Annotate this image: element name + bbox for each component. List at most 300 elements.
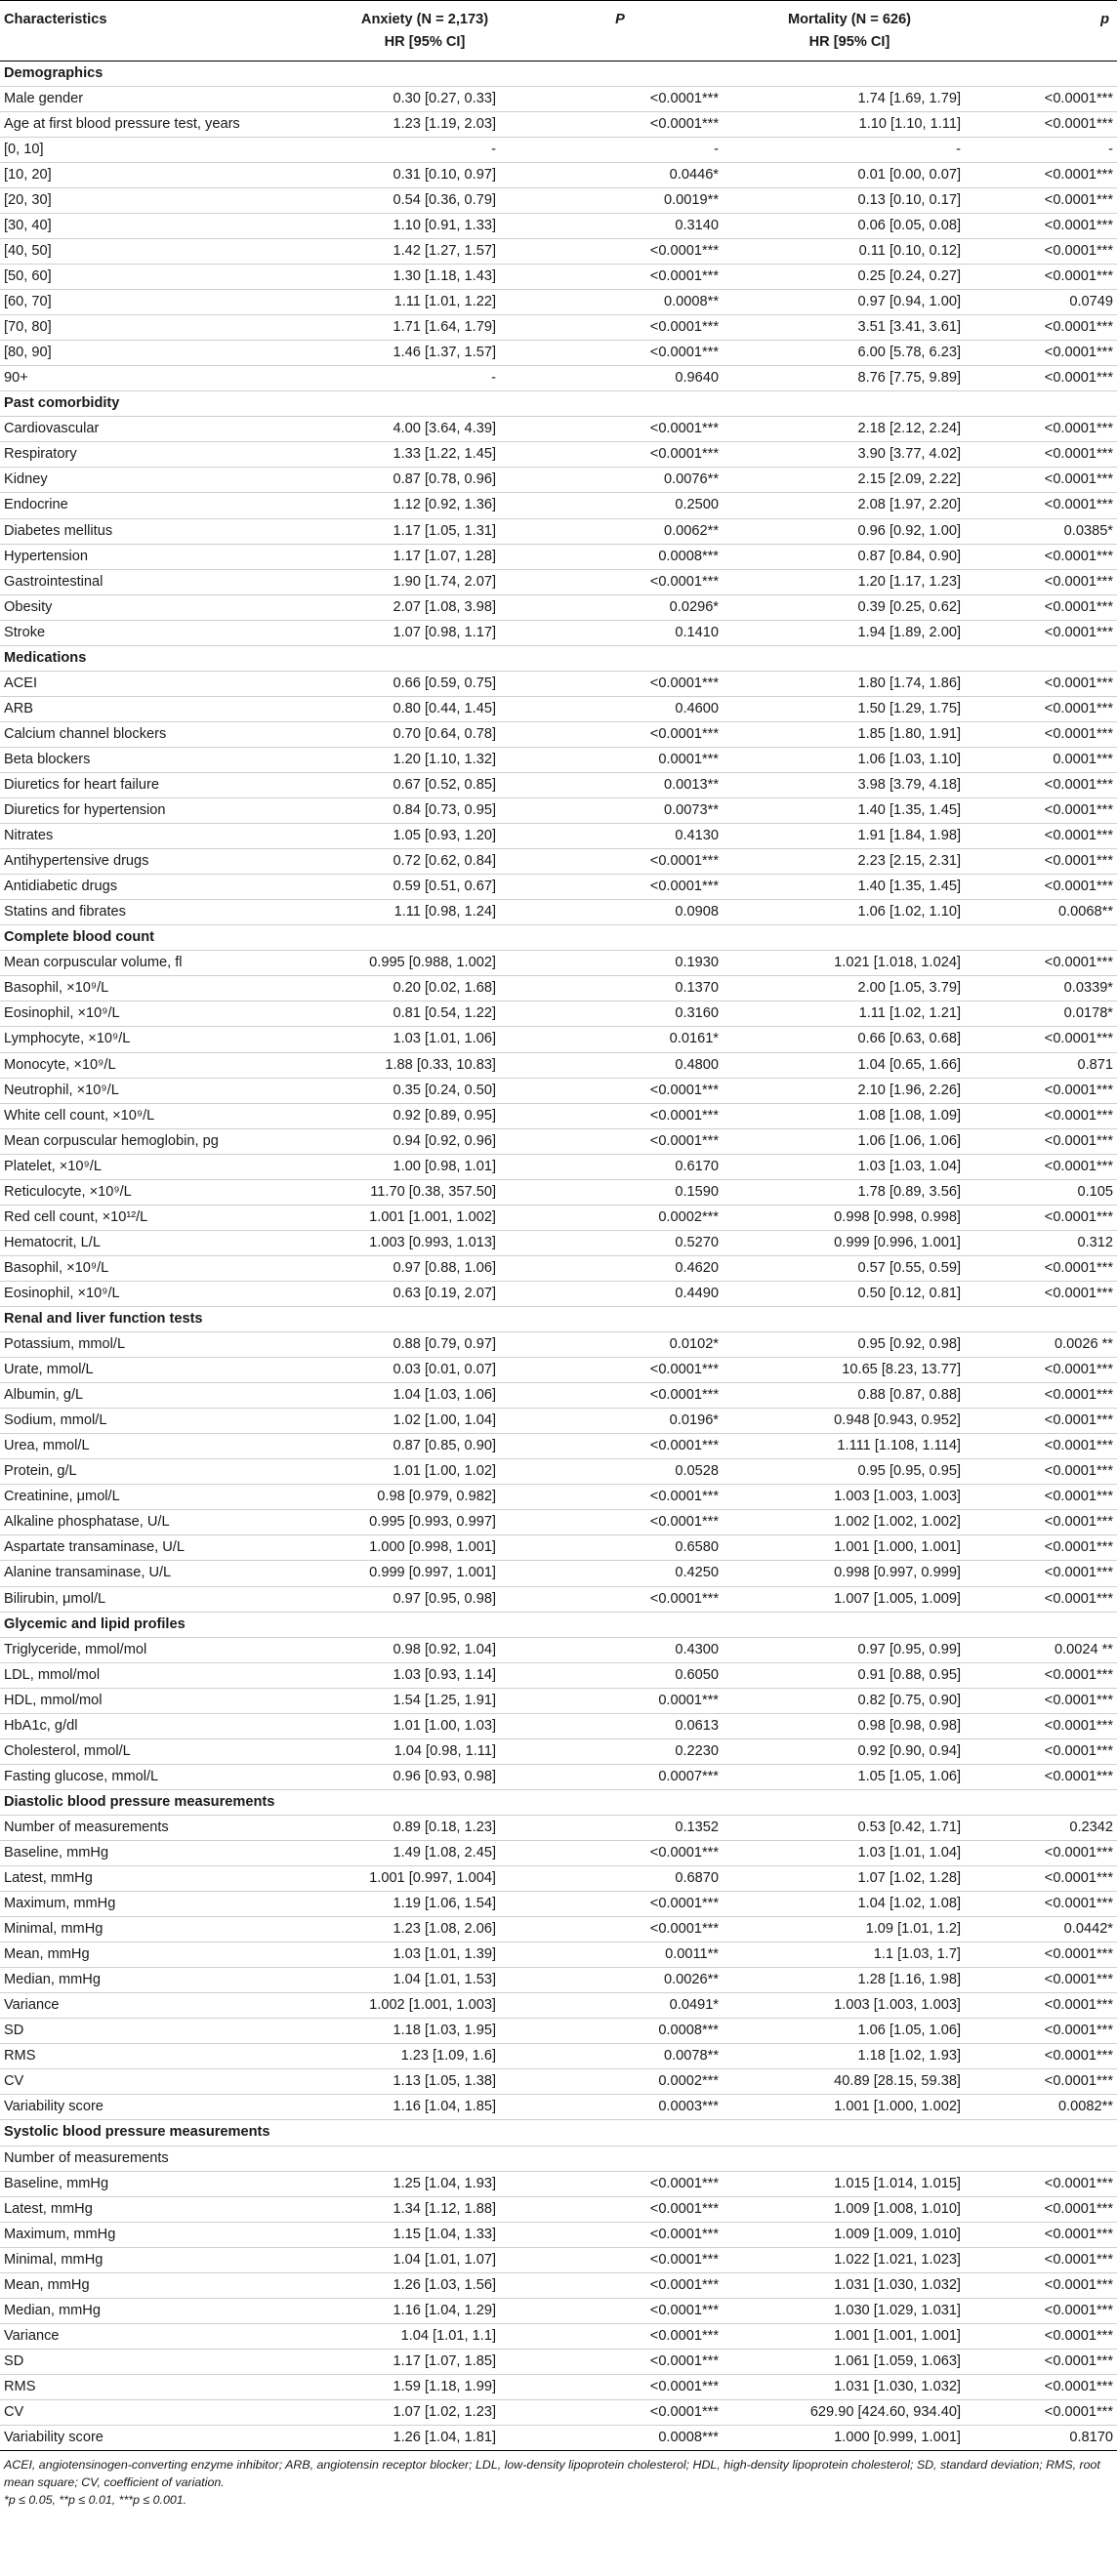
section-title: Complete blood count	[0, 925, 1117, 951]
mortality-hr-cell: 1.10 [1.10, 1.11]	[723, 111, 976, 137]
mortality-hr-cell: 0.25 [0.24, 0.27]	[723, 265, 976, 290]
anxiety-p-cell: <0.0001***	[517, 2374, 723, 2399]
mortality-hr-cell: 0.06 [0.05, 0.08]	[723, 213, 976, 238]
characteristic-cell: Diabetes mellitus	[0, 518, 332, 544]
anxiety-hr-cell: 1.71 [1.64, 1.79]	[332, 315, 517, 341]
mortality-p-cell: <0.0001***	[976, 2272, 1117, 2298]
mortality-p-cell: <0.0001***	[976, 1535, 1117, 1561]
mortality-p-cell: <0.0001***	[976, 2196, 1117, 2222]
characteristic-cell: Variance	[0, 2323, 332, 2349]
anxiety-p-cell: 0.0102*	[517, 1332, 723, 1358]
anxiety-p-cell: 0.0491*	[517, 1993, 723, 2019]
anxiety-hr-cell: 1.04 [1.01, 1.07]	[332, 2247, 517, 2272]
anxiety-p-cell: <0.0001***	[517, 1892, 723, 1917]
table-row	[0, 111, 1117, 137]
characteristic-cell: Fasting glucose, mmol/L	[0, 1764, 332, 1789]
anxiety-hr-cell: 1.20 [1.10, 1.32]	[332, 747, 517, 772]
characteristic-cell: Mean corpuscular hemoglobin, pg	[0, 1128, 332, 1154]
mortality-hr-cell: 40.89 [28.15, 59.38]	[723, 2069, 976, 2095]
table-row	[0, 315, 1117, 341]
table-footnote	[0, 2451, 1117, 2510]
anxiety-p-cell: 0.0076**	[517, 468, 723, 493]
anxiety-p-cell: <0.0001***	[517, 1917, 723, 1942]
anxiety-p-cell: <0.0001***	[517, 86, 723, 111]
characteristic-cell: Baseline, mmHg	[0, 2171, 332, 2196]
characteristic-cell: Reticulocyte, ×10⁹/L	[0, 1179, 332, 1205]
mortality-hr-cell: 1.28 [1.16, 1.98]	[723, 1968, 976, 1993]
characteristic-cell: Mean corpuscular volume, fl	[0, 951, 332, 976]
anxiety-hr-cell: 1.34 [1.12, 1.88]	[332, 2196, 517, 2222]
anxiety-hr-cell: 1.49 [1.08, 2.45]	[332, 1840, 517, 1865]
table-row	[0, 1535, 1117, 1561]
section-title: Past comorbidity	[0, 391, 1117, 417]
anxiety-p-cell: 0.0062**	[517, 518, 723, 544]
table-row	[0, 1434, 1117, 1459]
mortality-p-cell: <0.0001***	[976, 1103, 1117, 1128]
table-row	[0, 1255, 1117, 1281]
mortality-hr-cell: 1.009 [1.008, 1.010]	[723, 2196, 976, 2222]
anxiety-p-cell: <0.0001***	[517, 315, 723, 341]
anxiety-hr-cell: 4.00 [3.64, 4.39]	[332, 417, 517, 442]
characteristic-cell: Statins and fibrates	[0, 900, 332, 925]
anxiety-p-cell: -	[517, 137, 723, 162]
table-row	[0, 594, 1117, 620]
anxiety-p-cell: 0.0002***	[517, 2069, 723, 2095]
mortality-p-cell: <0.0001***	[976, 594, 1117, 620]
mortality-hr-cell: 1.001 [1.000, 1.002]	[723, 2095, 976, 2120]
anxiety-hr-cell: 11.70 [0.38, 357.50]	[332, 1179, 517, 1205]
mortality-hr-cell: 0.91 [0.88, 0.95]	[723, 1662, 976, 1688]
mortality-hr-cell: 1.030 [1.029, 1.031]	[723, 2298, 976, 2323]
mortality-p-cell: -	[976, 137, 1117, 162]
anxiety-p-cell: <0.0001***	[517, 1383, 723, 1409]
mortality-hr-cell: 1.11 [1.02, 1.21]	[723, 1002, 976, 1027]
mortality-p-cell: <0.0001***	[976, 2298, 1117, 2323]
mortality-p-cell: <0.0001***	[976, 2222, 1117, 2247]
anxiety-hr-cell: 0.97 [0.88, 1.06]	[332, 1255, 517, 1281]
table-row	[0, 1713, 1117, 1738]
anxiety-p-cell: <0.0001***	[517, 1586, 723, 1612]
characteristic-cell: Sodium, mmol/L	[0, 1409, 332, 1434]
header-anxiety-title: Anxiety (N = 2,173)	[360, 12, 489, 27]
characteristic-cell: Beta blockers	[0, 747, 332, 772]
anxiety-p-cell: <0.0001***	[517, 111, 723, 137]
mortality-p-cell: <0.0001***	[976, 1738, 1117, 1764]
characteristic-cell: 90+	[0, 366, 332, 391]
anxiety-p-cell: 0.0613	[517, 1713, 723, 1738]
anxiety-p-cell: 0.0296*	[517, 594, 723, 620]
table-row	[0, 1866, 1117, 1892]
anxiety-hr-cell: 1.23 [1.19, 2.03]	[332, 111, 517, 137]
anxiety-hr-cell: 2.07 [1.08, 3.98]	[332, 594, 517, 620]
mortality-p-cell: 0.0068**	[976, 900, 1117, 925]
mortality-hr-cell: 1.015 [1.014, 1.015]	[723, 2171, 976, 2196]
mortality-hr-cell: 1.001 [1.000, 1.001]	[723, 1535, 976, 1561]
mortality-hr-cell: 1.03 [1.03, 1.04]	[723, 1154, 976, 1179]
anxiety-p-cell: 0.0002***	[517, 1205, 723, 1230]
mortality-p-cell: <0.0001***	[976, 2349, 1117, 2374]
anxiety-p-cell: 0.0011**	[517, 1942, 723, 1968]
section-header-row	[0, 1612, 1117, 1637]
characteristic-cell: [40, 50]	[0, 239, 332, 265]
table-row	[0, 213, 1117, 238]
mortality-p-cell: <0.0001***	[976, 417, 1117, 442]
mortality-p-cell: <0.0001***	[976, 1205, 1117, 1230]
characteristic-cell: Eosinophil, ×10⁹/L	[0, 1281, 332, 1306]
mortality-hr-cell: 1.003 [1.003, 1.003]	[723, 1485, 976, 1510]
section-header-row	[0, 61, 1117, 86]
section-title: Systolic blood pressure measurements	[0, 2120, 1117, 2146]
anxiety-hr-cell: 1.10 [0.91, 1.33]	[332, 213, 517, 238]
characteristic-cell: Neutrophil, ×10⁹/L	[0, 1078, 332, 1103]
characteristic-cell: Basophil, ×10⁹/L	[0, 976, 332, 1002]
anxiety-hr-cell: 0.995 [0.988, 1.002]	[332, 951, 517, 976]
mortality-p-cell: <0.0001***	[976, 824, 1117, 849]
mortality-p-cell: <0.0001***	[976, 696, 1117, 721]
mortality-p-cell: <0.0001***	[976, 1561, 1117, 1586]
characteristic-cell: Baseline, mmHg	[0, 1840, 332, 1865]
anxiety-hr-cell: 1.01 [1.00, 1.03]	[332, 1713, 517, 1738]
mortality-p-cell: 0.0749	[976, 290, 1117, 315]
anxiety-p-cell: 0.5270	[517, 1230, 723, 1255]
anxiety-p-cell: 0.0008***	[517, 2426, 723, 2451]
table-row	[0, 2146, 1117, 2171]
anxiety-p-cell: 0.0001***	[517, 1688, 723, 1713]
table-row	[0, 951, 1117, 976]
mortality-p-cell: <0.0001***	[976, 341, 1117, 366]
mortality-p-cell: <0.0001***	[976, 1840, 1117, 1865]
table-row	[0, 747, 1117, 772]
mortality-p-cell: <0.0001***	[976, 1078, 1117, 1103]
mortality-p-cell: <0.0001***	[976, 1764, 1117, 1789]
anxiety-p-cell: 0.4620	[517, 1255, 723, 1281]
mortality-hr-cell: 1.009 [1.009, 1.010]	[723, 2222, 976, 2247]
anxiety-hr-cell: 1.18 [1.03, 1.95]	[332, 2019, 517, 2044]
mortality-p-cell: <0.0001***	[976, 366, 1117, 391]
mortality-hr-cell: 1.002 [1.002, 1.002]	[723, 1510, 976, 1535]
anxiety-hr-cell: 1.16 [1.04, 1.29]	[332, 2298, 517, 2323]
anxiety-hr-cell: -	[332, 137, 517, 162]
anxiety-hr-cell: 1.03 [0.93, 1.14]	[332, 1662, 517, 1688]
mortality-hr-cell: 1.06 [1.03, 1.10]	[723, 747, 976, 772]
characteristic-cell: Bilirubin, μmol/L	[0, 1586, 332, 1612]
mortality-hr-cell: 2.18 [2.12, 2.24]	[723, 417, 976, 442]
characteristic-cell: RMS	[0, 2044, 332, 2069]
anxiety-p-cell: <0.0001***	[517, 1485, 723, 1510]
anxiety-hr-cell: 0.92 [0.89, 0.95]	[332, 1103, 517, 1128]
anxiety-p-cell: <0.0001***	[517, 671, 723, 696]
anxiety-hr-cell: 0.54 [0.36, 0.79]	[332, 187, 517, 213]
anxiety-p-cell: 0.0078**	[517, 2044, 723, 2069]
anxiety-p-cell: <0.0001***	[517, 1103, 723, 1128]
mortality-hr-cell: 3.90 [3.77, 4.02]	[723, 442, 976, 468]
table-row	[0, 1002, 1117, 1027]
mortality-hr-cell: 2.10 [1.96, 2.26]	[723, 1078, 976, 1103]
mortality-hr-cell: -	[723, 137, 976, 162]
table-row	[0, 1459, 1117, 1485]
mortality-p-cell: <0.0001***	[976, 951, 1117, 976]
anxiety-hr-cell: 1.23 [1.09, 1.6]	[332, 2044, 517, 2069]
mortality-p-cell: <0.0001***	[976, 1128, 1117, 1154]
mortality-hr-cell: 0.57 [0.55, 0.59]	[723, 1255, 976, 1281]
mortality-p-cell: <0.0001***	[976, 875, 1117, 900]
characteristic-cell: Red cell count, ×10¹²/L	[0, 1205, 332, 1230]
section-header-row	[0, 391, 1117, 417]
mortality-hr-cell: 0.999 [0.996, 1.001]	[723, 1230, 976, 1255]
characteristic-cell: Potassium, mmol/L	[0, 1332, 332, 1358]
mortality-hr-cell: 1.07 [1.02, 1.28]	[723, 1866, 976, 1892]
anxiety-p-cell: <0.0001***	[517, 239, 723, 265]
mortality-hr-cell: 0.39 [0.25, 0.62]	[723, 594, 976, 620]
anxiety-p-cell: <0.0001***	[517, 1128, 723, 1154]
anxiety-p-cell: 0.0008***	[517, 544, 723, 569]
characteristic-cell: Latest, mmHg	[0, 2196, 332, 2222]
anxiety-p-cell: <0.0001***	[517, 341, 723, 366]
table-row	[0, 2323, 1117, 2349]
table-row	[0, 2426, 1117, 2451]
table-row	[0, 1815, 1117, 1840]
anxiety-p-cell: <0.0001***	[517, 2196, 723, 2222]
anxiety-hr-cell: 0.72 [0.62, 0.84]	[332, 849, 517, 875]
table-row	[0, 900, 1117, 925]
mortality-hr-cell: 10.65 [8.23, 13.77]	[723, 1358, 976, 1383]
table-row	[0, 2171, 1117, 2196]
anxiety-hr-cell: 1.04 [1.01, 1.53]	[332, 1968, 517, 1993]
mortality-hr-cell	[723, 2146, 976, 2171]
mortality-p-cell: <0.0001***	[976, 1688, 1117, 1713]
table-row	[0, 824, 1117, 849]
table-row	[0, 1968, 1117, 1993]
mortality-p-cell: <0.0001***	[976, 1586, 1117, 1612]
anxiety-hr-cell: 1.11 [1.01, 1.22]	[332, 290, 517, 315]
header-characteristics: Characteristics	[0, 1, 332, 61]
anxiety-hr-cell: 0.98 [0.92, 1.04]	[332, 1637, 517, 1662]
anxiety-p-cell	[517, 2146, 723, 2171]
mortality-hr-cell: 1.40 [1.35, 1.45]	[723, 798, 976, 824]
table-row	[0, 544, 1117, 569]
mortality-p-cell: <0.0001***	[976, 1968, 1117, 1993]
anxiety-p-cell: 0.0001***	[517, 747, 723, 772]
table-row	[0, 2044, 1117, 2069]
mortality-hr-cell: 2.15 [2.09, 2.22]	[723, 468, 976, 493]
mortality-hr-cell: 0.82 [0.75, 0.90]	[723, 1688, 976, 1713]
characteristic-cell: CV	[0, 2069, 332, 2095]
mortality-p-cell: <0.0001***	[976, 620, 1117, 645]
anxiety-hr-cell: 1.26 [1.03, 1.56]	[332, 2272, 517, 2298]
anxiety-hr-cell: 1.04 [0.98, 1.11]	[332, 1738, 517, 1764]
mortality-p-cell: 0.0001***	[976, 747, 1117, 772]
table-row	[0, 1027, 1117, 1052]
mortality-p-cell: <0.0001***	[976, 1993, 1117, 2019]
anxiety-hr-cell: 0.995 [0.993, 0.997]	[332, 1510, 517, 1535]
characteristic-cell: ARB	[0, 696, 332, 721]
table-row	[0, 1103, 1117, 1128]
mortality-p-cell: <0.0001***	[976, 721, 1117, 747]
characteristic-cell: HbA1c, g/dl	[0, 1713, 332, 1738]
table-row	[0, 493, 1117, 518]
mortality-hr-cell: 1.04 [0.65, 1.66]	[723, 1052, 976, 1078]
anxiety-hr-cell: 1.11 [0.98, 1.24]	[332, 900, 517, 925]
anxiety-hr-cell: 0.63 [0.19, 2.07]	[332, 1281, 517, 1306]
mortality-p-cell: <0.0001***	[976, 187, 1117, 213]
characteristic-cell: Latest, mmHg	[0, 1866, 332, 1892]
anxiety-p-cell: 0.0161*	[517, 1027, 723, 1052]
characteristic-cell: Diuretics for hypertension	[0, 798, 332, 824]
characteristic-cell: Endocrine	[0, 493, 332, 518]
anxiety-p-cell: 0.1410	[517, 620, 723, 645]
mortality-p-cell: 0.0385*	[976, 518, 1117, 544]
section-header-row	[0, 1306, 1117, 1331]
anxiety-p-cell: 0.0003***	[517, 2095, 723, 2120]
anxiety-hr-cell	[332, 2146, 517, 2171]
table-row	[0, 2272, 1117, 2298]
characteristic-cell: Minimal, mmHg	[0, 1917, 332, 1942]
mortality-p-cell: <0.0001***	[976, 2069, 1117, 2095]
table-row	[0, 1688, 1117, 1713]
anxiety-p-cell: 0.0008***	[517, 2019, 723, 2044]
table-row	[0, 849, 1117, 875]
mortality-p-cell: 0.0442*	[976, 1917, 1117, 1942]
table-row	[0, 2069, 1117, 2095]
anxiety-p-cell: <0.0001***	[517, 721, 723, 747]
anxiety-hr-cell: 1.19 [1.06, 1.54]	[332, 1892, 517, 1917]
table-row	[0, 773, 1117, 798]
anxiety-p-cell: 0.0073**	[517, 798, 723, 824]
mortality-hr-cell: 1.08 [1.08, 1.09]	[723, 1103, 976, 1128]
anxiety-hr-cell: 1.59 [1.18, 1.99]	[332, 2374, 517, 2399]
anxiety-hr-cell: 0.20 [0.02, 1.68]	[332, 976, 517, 1002]
anxiety-hr-cell: 1.17 [1.07, 1.28]	[332, 544, 517, 569]
anxiety-hr-cell: 1.03 [1.01, 1.39]	[332, 1942, 517, 1968]
characteristic-cell: Diuretics for heart failure	[0, 773, 332, 798]
anxiety-p-cell: <0.0001***	[517, 2272, 723, 2298]
mortality-hr-cell: 1.20 [1.17, 1.23]	[723, 569, 976, 594]
anxiety-hr-cell: 1.001 [0.997, 1.004]	[332, 1866, 517, 1892]
anxiety-p-cell: 0.1930	[517, 951, 723, 976]
mortality-hr-cell: 0.53 [0.42, 1.71]	[723, 1815, 976, 1840]
characteristic-cell: [50, 60]	[0, 265, 332, 290]
anxiety-p-cell: <0.0001***	[517, 875, 723, 900]
characteristic-cell: Eosinophil, ×10⁹/L	[0, 1002, 332, 1027]
table-row	[0, 1993, 1117, 2019]
mortality-p-cell: <0.0001***	[976, 798, 1117, 824]
mortality-p-cell: <0.0001***	[976, 2323, 1117, 2349]
mortality-p-cell: <0.0001***	[976, 493, 1117, 518]
mortality-p-cell: <0.0001***	[976, 1027, 1117, 1052]
section-header-row	[0, 645, 1117, 671]
characteristic-cell: Number of measurements	[0, 2146, 332, 2171]
mortality-p-cell: <0.0001***	[976, 1942, 1117, 1968]
mortality-hr-cell: 1.40 [1.35, 1.45]	[723, 875, 976, 900]
anxiety-p-cell: 0.6870	[517, 1866, 723, 1892]
anxiety-p-cell: 0.3160	[517, 1002, 723, 1027]
characteristic-cell: Basophil, ×10⁹/L	[0, 1255, 332, 1281]
table-row	[0, 341, 1117, 366]
anxiety-hr-cell: 1.000 [0.998, 1.001]	[332, 1535, 517, 1561]
characteristic-cell: Protein, g/L	[0, 1459, 332, 1485]
mortality-hr-cell: 0.50 [0.12, 0.81]	[723, 1281, 976, 1306]
mortality-hr-cell: 6.00 [5.78, 6.23]	[723, 341, 976, 366]
anxiety-p-cell: <0.0001***	[517, 1510, 723, 1535]
section-title: Medications	[0, 645, 1117, 671]
mortality-hr-cell: 1.04 [1.02, 1.08]	[723, 1892, 976, 1917]
anxiety-hr-cell: 1.01 [1.00, 1.02]	[332, 1459, 517, 1485]
table-row	[0, 1840, 1117, 1865]
anxiety-p-cell: 0.6050	[517, 1662, 723, 1688]
mortality-p-cell: <0.0001***	[976, 468, 1117, 493]
table-row	[0, 2095, 1117, 2120]
characteristic-cell: Platelet, ×10⁹/L	[0, 1154, 332, 1179]
table-row	[0, 1764, 1117, 1789]
table-row	[0, 798, 1117, 824]
mortality-hr-cell: 1.50 [1.29, 1.75]	[723, 696, 976, 721]
table-row	[0, 2196, 1117, 2222]
anxiety-p-cell: 0.0026**	[517, 1968, 723, 1993]
mortality-p-cell: <0.0001***	[976, 2400, 1117, 2426]
anxiety-hr-cell: 0.03 [0.01, 0.07]	[332, 1358, 517, 1383]
mortality-hr-cell: 1.031 [1.030, 1.032]	[723, 2374, 976, 2399]
anxiety-hr-cell: 0.59 [0.51, 0.67]	[332, 875, 517, 900]
anxiety-p-cell: <0.0001***	[517, 849, 723, 875]
table-row	[0, 1637, 1117, 1662]
mortality-hr-cell: 0.97 [0.95, 0.99]	[723, 1637, 976, 1662]
anxiety-p-cell: 0.4130	[517, 824, 723, 849]
mortality-hr-cell: 0.11 [0.10, 0.12]	[723, 239, 976, 265]
section-title: Demographics	[0, 61, 1117, 86]
mortality-p-cell: <0.0001***	[976, 1434, 1117, 1459]
table-row	[0, 265, 1117, 290]
table-row	[0, 1586, 1117, 1612]
characteristic-cell: Lymphocyte, ×10⁹/L	[0, 1027, 332, 1052]
mortality-p-cell: 0.0339*	[976, 976, 1117, 1002]
anxiety-hr-cell: 1.46 [1.37, 1.57]	[332, 341, 517, 366]
mortality-p-cell: 0.0178*	[976, 1002, 1117, 1027]
mortality-hr-cell: 2.00 [1.05, 3.79]	[723, 976, 976, 1002]
mortality-hr-cell: 0.97 [0.94, 1.00]	[723, 290, 976, 315]
mortality-p-cell: <0.0001***	[976, 1154, 1117, 1179]
anxiety-p-cell: <0.0001***	[517, 2171, 723, 2196]
mortality-p-cell: <0.0001***	[976, 1510, 1117, 1535]
mortality-p-cell: <0.0001***	[976, 1459, 1117, 1485]
characteristic-cell: Minimal, mmHg	[0, 2247, 332, 2272]
characteristic-cell: Variance	[0, 1993, 332, 2019]
anxiety-p-cell: 0.4300	[517, 1637, 723, 1662]
anxiety-hr-cell: 0.98 [0.979, 0.982]	[332, 1485, 517, 1510]
anxiety-p-cell: 0.4600	[517, 696, 723, 721]
mortality-p-cell: <0.0001***	[976, 1892, 1117, 1917]
anxiety-p-cell: 0.9640	[517, 366, 723, 391]
table-row	[0, 1332, 1117, 1358]
characteristic-cell: Obesity	[0, 594, 332, 620]
characteristic-cell: Respiratory	[0, 442, 332, 468]
characteristic-cell: Mean, mmHg	[0, 2272, 332, 2298]
table-row	[0, 1738, 1117, 1764]
mortality-hr-cell: 1.007 [1.005, 1.009]	[723, 1586, 976, 1612]
mortality-p-cell: <0.0001***	[976, 569, 1117, 594]
table-row	[0, 162, 1117, 187]
mortality-p-cell: <0.0001***	[976, 442, 1117, 468]
footnote-abbreviations: ACEI, angiotensinogen-converting enzyme inhibitor; ARB, angiotensin receptor blocker; LDL, low-density lipoprotein cholesterol; HDL, high-density lipoprotein cholesterol; SD, standard deviation; RMS, root mean square; CV, coefficient of variation.	[4, 2458, 1100, 2490]
anxiety-p-cell: <0.0001***	[517, 2298, 723, 2323]
anxiety-p-cell: 0.2230	[517, 1738, 723, 1764]
table-row	[0, 2019, 1117, 2044]
characteristic-cell: Median, mmHg	[0, 2298, 332, 2323]
mortality-p-cell: <0.0001***	[976, 162, 1117, 187]
table-row	[0, 417, 1117, 442]
table-row	[0, 2298, 1117, 2323]
mortality-hr-cell: 1.78 [0.89, 3.56]	[723, 1179, 976, 1205]
mortality-p-cell: <0.0001***	[976, 1866, 1117, 1892]
